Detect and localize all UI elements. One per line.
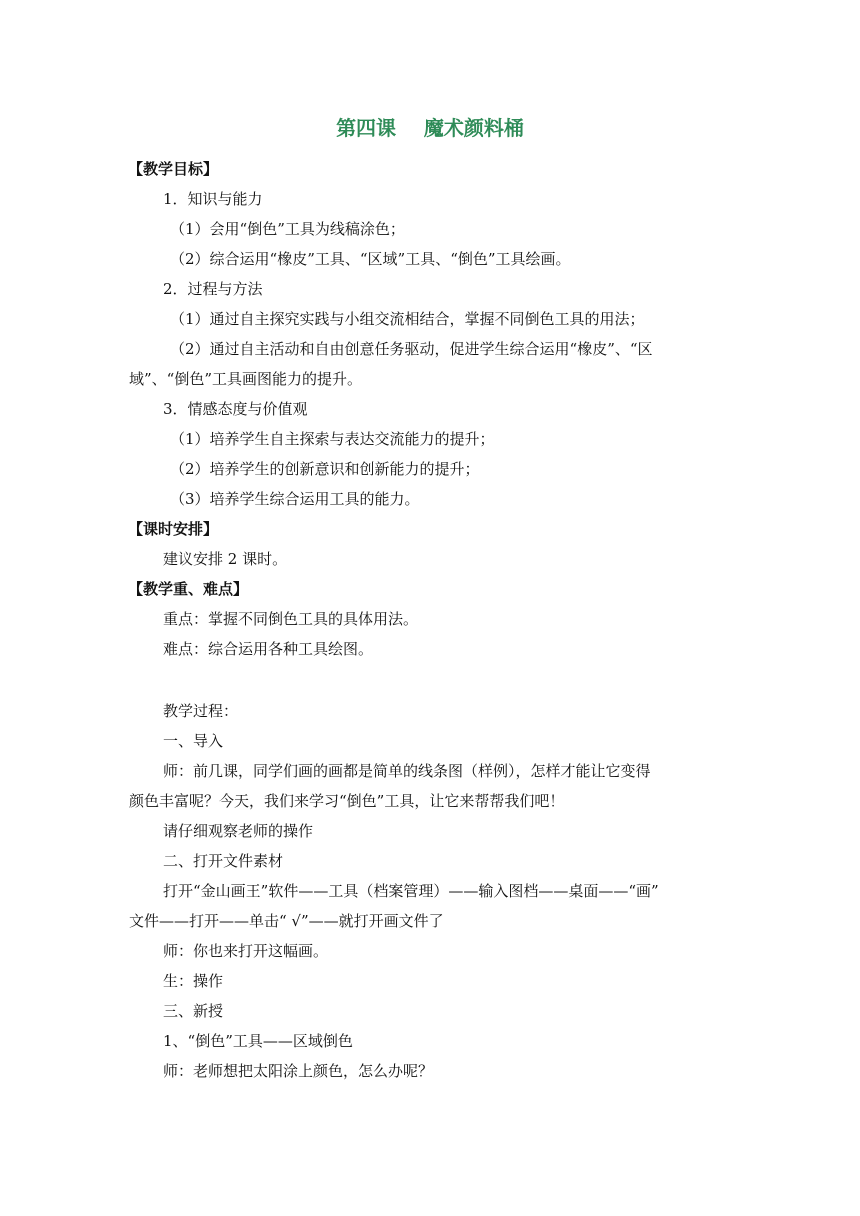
process-line: 颜色丰富呢？今天，我们来学习“倒色”工具，让它来帮帮我们吧！	[129, 792, 565, 810]
objective-line: 3．情感态度与价值观	[163, 400, 308, 418]
process-line: 1、“倒色”工具——区域倒色	[163, 1032, 353, 1050]
process-line: 教学过程：	[163, 702, 239, 720]
objective-line: 域”、“倒色”工具画图能力的提升。	[129, 370, 363, 388]
objective-line: （1）通过自主探究实践与小组交流相结合，掌握不同倒色工具的用法；	[170, 310, 645, 328]
schedule-line: 建议安排 2 课时。	[163, 550, 288, 568]
objective-line: （1）培养学生自主探索与表达交流能力的提升；	[170, 430, 495, 448]
process-line: 师：老师想把太阳涂上颜色，怎么办呢？	[163, 1062, 434, 1080]
process-line: 生：操作	[163, 972, 224, 990]
objective-line: （1）会用“倒色”工具为线稿涂色；	[170, 220, 405, 238]
objective-line: 1．知识与能力	[163, 190, 263, 208]
objective-line: （2）综合运用“橡皮”工具、“区域”工具、“倒色”工具绘画。	[170, 250, 571, 268]
objective-line: （3）培养学生综合运用工具的能力。	[170, 490, 420, 508]
objective-line: （2）培养学生的创新意识和创新能力的提升；	[170, 460, 480, 478]
objective-line: 2．过程与方法	[163, 280, 263, 298]
objectives-heading: 【教学目标】	[128, 160, 219, 178]
process-line: 三、新授	[163, 1002, 224, 1020]
process-line: 请仔细观察老师的操作	[163, 822, 314, 840]
process-line: 师：前几课，同学们画的画都是简单的线条图（样例），怎样才能让它变得	[163, 762, 651, 780]
keypoints-heading: 【教学重、难点】	[128, 580, 249, 598]
process-line: 二、打开文件素材	[163, 852, 284, 870]
objective-line: （2）通过自主活动和自由创意任务驱动，促进学生综合运用“橡皮”、“区	[170, 340, 653, 358]
process-line: 一、导入	[163, 732, 224, 750]
process-line: 打开“金山画王”软件——工具（档案管理）——输入图档——桌面——“画”	[163, 882, 659, 900]
lesson-title: 第四课 魔术颜料桶	[336, 116, 524, 140]
keypoint-line: 重点：掌握不同倒色工具的具体用法。	[163, 610, 419, 628]
process-line: 文件——打开——单击“ √”——就打开画文件了	[129, 912, 444, 930]
process-line: 师：你也来打开这幅画。	[163, 942, 329, 960]
keypoint-line: 难点：综合运用各种工具绘图。	[163, 640, 374, 658]
schedule-heading: 【课时安排】	[128, 520, 219, 538]
